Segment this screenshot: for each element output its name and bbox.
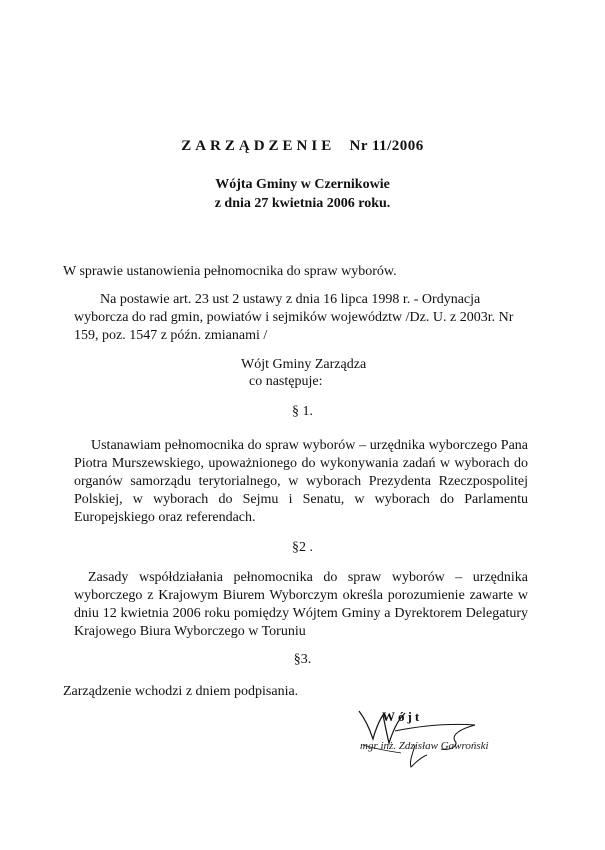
decree-line-1: Wójt Gminy Zarządza xyxy=(241,357,367,372)
section-2-line-2: wyborczego z Krajowym Biurem Wyborczym określa porozumienie zawarte w xyxy=(74,588,528,603)
section-1-line-3: organów samorządu terytorialnego, w wyborach Prezydenta Rzeczpospolitej xyxy=(74,474,528,489)
legal-basis-line-2: wyborcza do rad gmin, powiatów i sejmików województw /Dz. U. z 2003r. Nr xyxy=(74,310,514,325)
decree-line-2: co następuje: xyxy=(249,374,323,389)
section-2-line-1: Zasady współdziałania pełnomocnika do spraw wyborów – urzędnika xyxy=(88,570,528,585)
section-2-line-3: dniu 12 kwietnia 2006 roku pomiędzy Wójtem Gminy a Dyrektorem Delegatury xyxy=(74,606,528,621)
title-number: Nr 11/2006 xyxy=(349,138,424,154)
section-2-mark: §2 . xyxy=(292,540,313,555)
section-1-line-5: Europejskiego oraz referendach. xyxy=(74,510,256,525)
title-word: ZARZĄDZENIE xyxy=(181,138,336,154)
document-title xyxy=(0,138,605,155)
section-2-line-4: Krajowego Biura Wyborczego w Toruniu xyxy=(74,624,306,639)
signature-title: Wójt xyxy=(382,709,423,724)
section-3-line-1: Zarządzenie wchodzi z dniem podpisania. xyxy=(63,684,299,699)
issuer-line: Wójta Gminy w Czernikowie xyxy=(215,177,390,192)
subject-line: W sprawie ustanowienia pełnomocnika do spraw wyborów. xyxy=(63,264,397,279)
section-1-mark: § 1. xyxy=(292,404,313,419)
legal-basis-line-3: 159, poz. 1547 z późn. zmianami / xyxy=(74,328,268,343)
signature-name: mgr inż. Zdzisław Gawroński xyxy=(360,740,489,752)
section-1-line-1: Ustanawiam pełnomocnika do spraw wyborów – urzędnika wyborczego Pana xyxy=(91,438,528,453)
legal-basis-line-1: Na postawie art. 23 ust 2 ustawy z dnia 16 lipca 1998 r. - Ordynacja xyxy=(100,292,481,307)
section-3-mark: §3. xyxy=(293,652,312,667)
section-1-line-4: Polskiej, w wyborach do Sejmu i Senatu, w wyborach do Parlamentu xyxy=(74,492,528,507)
section-1-line-2: Piotra Murszewskiego, upoważnionego do wykonywania zadań w wyborach do xyxy=(74,456,528,471)
date-line: z dnia 27 kwietnia 2006 roku. xyxy=(214,196,391,211)
